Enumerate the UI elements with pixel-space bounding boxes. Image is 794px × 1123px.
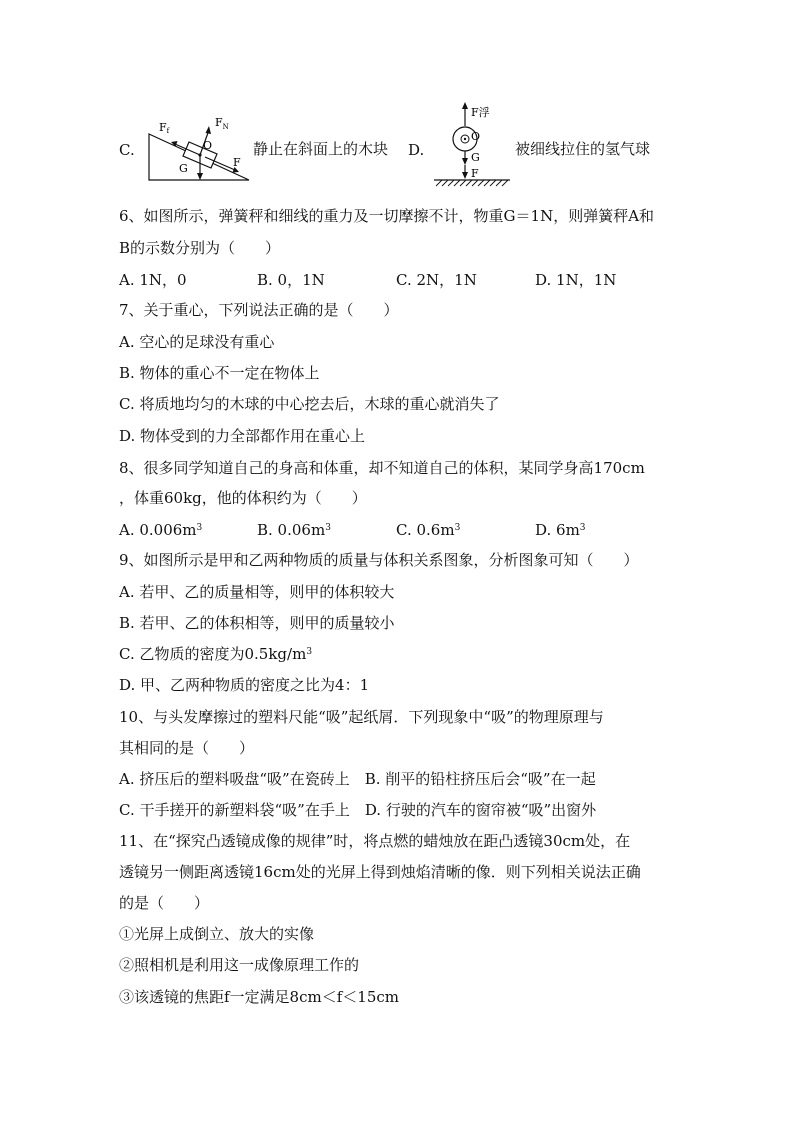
q8-option-d: D. $6m^3$	[535, 521, 586, 539]
option-c-label: C.	[119, 141, 135, 159]
option-d-label: D.	[408, 141, 425, 159]
q10-stem-line1: 10、与头发摩擦过的塑料尺能“吸”起纸屑．下列现象中“吸”的物理原理与	[119, 708, 604, 726]
q6-option-a: A. 1N，0	[119, 271, 187, 289]
q11-statement-1: ①光屏上成倒立、放大的实像	[119, 925, 315, 943]
q11-stem-line2: 透镜另一侧距离透镜16cm处的光屏上得到烛焰清晰的像．则下列相关说法正确	[119, 863, 641, 881]
balloon-center-label: O	[471, 130, 481, 143]
q11-stem-line1: 11、在“探究凸透镜成像的规律”时，将点燃的蜡烛放在距凸透镜30cm处，在	[119, 832, 631, 850]
q6-option-b: B. 0，1N	[257, 271, 325, 289]
q7-option-d: D. 物体受到的力全部都作用在重心上	[119, 427, 366, 445]
inclined-block-diagram	[145, 112, 255, 184]
q9-option-c: C. 乙物质的密度为$0.5kg/m^3$	[119, 645, 313, 663]
gravity-label: G	[179, 162, 188, 175]
q8-stem-line1: 8、很多同学知道自己的身高和体重，却不知道自己的体积，某同学身高170cm	[119, 459, 645, 477]
q7-option-a: A. 空心的足球没有重心	[119, 333, 275, 351]
friction-label: Ff	[159, 121, 170, 135]
q10-options-cd: C. 干手搓开的新塑料袋“吸”在手上 D. 行驶的汽车的窗帘被“吸”出窗外	[119, 801, 597, 819]
force-f-label: F	[233, 156, 241, 169]
q9-option-d: D. 甲、乙两种物质的密度之比为4：1	[119, 676, 370, 694]
q6-option-c: C. 2N，1N	[396, 271, 477, 289]
q8-option-b: B. $0.06m^3$	[257, 521, 331, 539]
option-c-caption: 静止在斜面上的木块	[253, 140, 389, 158]
q8-option-a: A. $0.006m^3$	[119, 521, 203, 539]
center-label: O	[203, 139, 213, 152]
q7-stem: 7、关于重心，下列说法正确的是（ ）	[119, 301, 399, 319]
q9-option-a: A. 若甲、乙的质量相等，则甲的体积较大	[119, 583, 395, 601]
q10-options-ab: A. 挤压后的塑料吸盘“吸”在瓷砖上 B. 削平的铅柱挤压后会“吸”在一起	[119, 770, 596, 788]
balloon-diagram	[430, 100, 514, 190]
q11-statement-3: ③该透镜的焦距f一定满足8cm＜f＜15cm	[119, 988, 399, 1006]
q8-stem-line2: ，体重60kg，他的体积约为（ ）	[119, 489, 367, 507]
q9-option-b: B. 若甲、乙的体积相等，则甲的质量较小	[119, 614, 395, 632]
q6-stem-line2: B的示数分别为（ ）	[119, 239, 281, 257]
q6-stem-line1: 6、如图所示，弹簧秤和细线的重力及一切摩擦不计，物重G＝1N，则弹簧秤A和	[119, 207, 655, 225]
q7-option-b: B. 物体的重心不一定在物体上	[119, 364, 320, 382]
normal-force-label: $F_N$	[215, 116, 229, 131]
buoyancy-label: F浮	[471, 106, 490, 119]
q8-option-c: C. $0.6m^3$	[396, 521, 461, 539]
q11-statement-2: ②照相机是利用这一成像原理工作的	[119, 956, 360, 974]
option-d-caption: 被细线拉住的氢气球	[515, 140, 651, 158]
q11-stem-line3: 的是（ ）	[119, 894, 210, 912]
tension-label: F	[471, 167, 479, 180]
q9-stem: 9、如图所示是甲和乙两种物质的质量与体积关系图象，分析图象可知（ ）	[119, 551, 639, 569]
q6-option-d: D. 1N，1N	[535, 271, 617, 289]
q10-stem-line2: 其相同的是（ ）	[119, 739, 255, 757]
balloon-gravity-label: G	[471, 151, 480, 164]
q7-option-c: C. 将质地均匀的木球的中心挖去后，木球的重心就消失了	[119, 395, 500, 413]
